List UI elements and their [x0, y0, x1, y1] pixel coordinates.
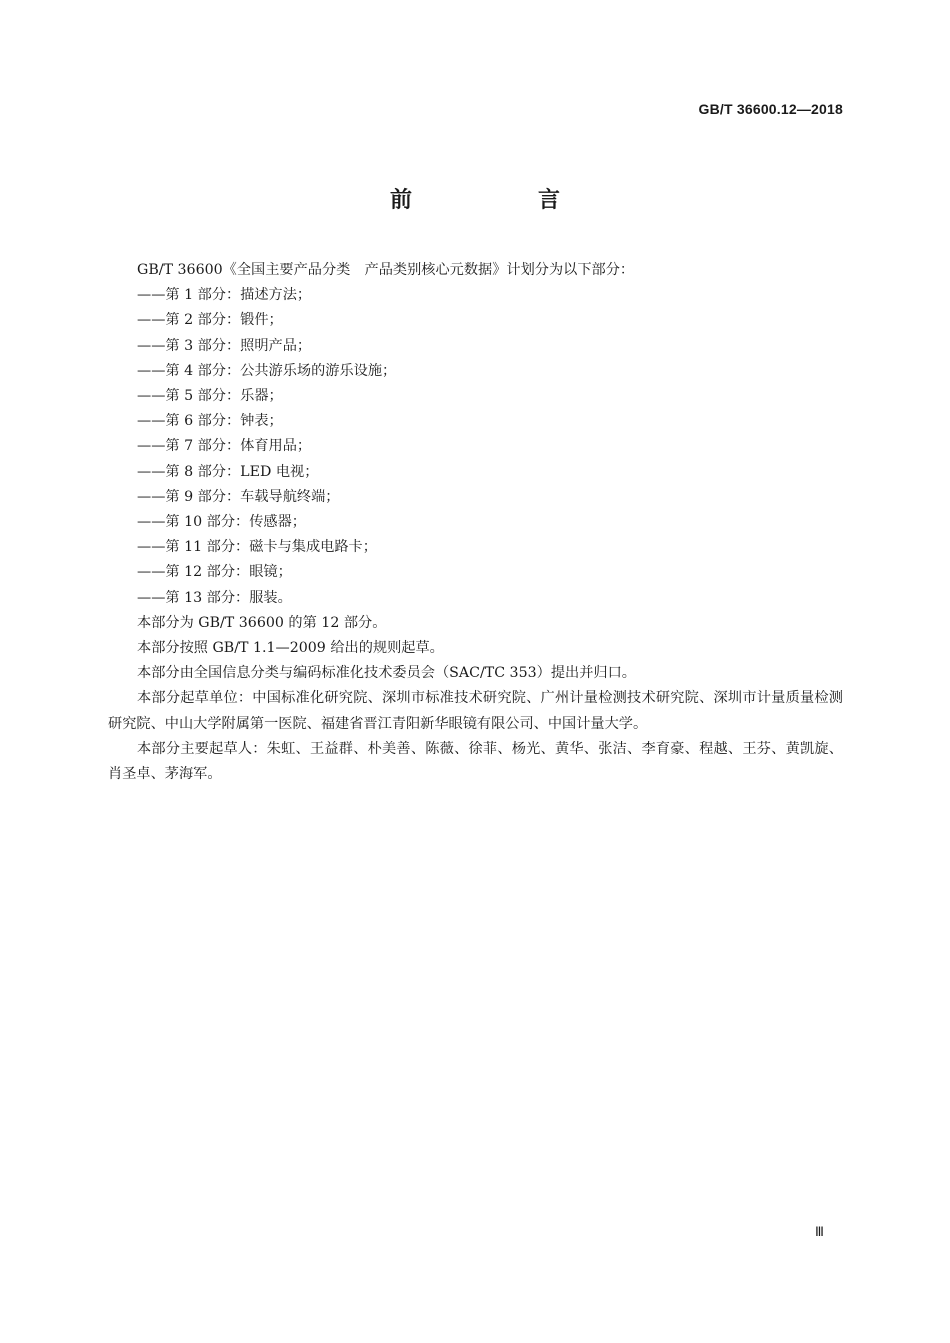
part-item: ——第 13 部分：服装。: [137, 589, 292, 606]
paragraph-drafters: 本部分主要起草人：朱虹、王益群、朴美善、陈薇、徐菲、杨光、黄华、张洁、李育豪、程越、王芬、黄凯旋、肖圣卓、茅海军。: [108, 740, 843, 783]
intro-paragraph: GB/T 36600《全国主要产品分类 产品类别核心元数据》计划分为以下部分：: [137, 262, 635, 278]
part-item: ——第 7 部分：体育用品；: [137, 438, 312, 455]
part-item: ——第 5 部分：乐器；: [137, 388, 283, 405]
part-item: ——第 8 部分：LED 电视；: [137, 463, 319, 480]
part-item: ——第 10 部分：传感器；: [137, 514, 306, 531]
paragraph-part-statement: 本部分为 GB/T 36600 的第 12 部分。: [137, 614, 387, 631]
part-item: ——第 12 部分：眼镜；: [137, 564, 292, 581]
parts-list: [108, 283, 843, 611]
paragraph-drafting-units: 本部分起草单位：中国标准化研究院、深圳市标准技术研究院、广州计量检测技术研究院、深圳市计量质量检测研究院、中山大学附属第一医院、福建省晋江青阳新华眼镜有限公司、中国计量大学。: [108, 690, 843, 732]
standard-code: GB/T 36600.12—2018: [698, 101, 843, 117]
part-item: ——第 9 部分：车载导航终端；: [137, 488, 340, 505]
part-item: ——第 1 部分：描述方法；: [137, 287, 312, 304]
paragraph-drafting-rules: 本部分按照 GB/T 1.1—2009 给出的规则起草。: [137, 640, 444, 657]
part-item: ——第 3 部分：照明产品；: [137, 337, 312, 354]
part-item: ——第 11 部分：磁卡与集成电路卡；: [137, 539, 377, 556]
part-item: ——第 2 部分：锻件；: [137, 312, 283, 329]
paragraph-proposer: 本部分由全国信息分类与编码标准化技术委员会（SAC/TC 353）提出并归口。: [137, 665, 636, 682]
part-item: ——第 4 部分：公共游乐场的游乐设施；: [137, 362, 397, 379]
part-item: ——第 6 部分：钟表；: [137, 413, 283, 430]
body-text: [108, 258, 843, 787]
page-number: Ⅲ: [815, 1224, 824, 1239]
page-title: 前 言: [389, 188, 612, 213]
